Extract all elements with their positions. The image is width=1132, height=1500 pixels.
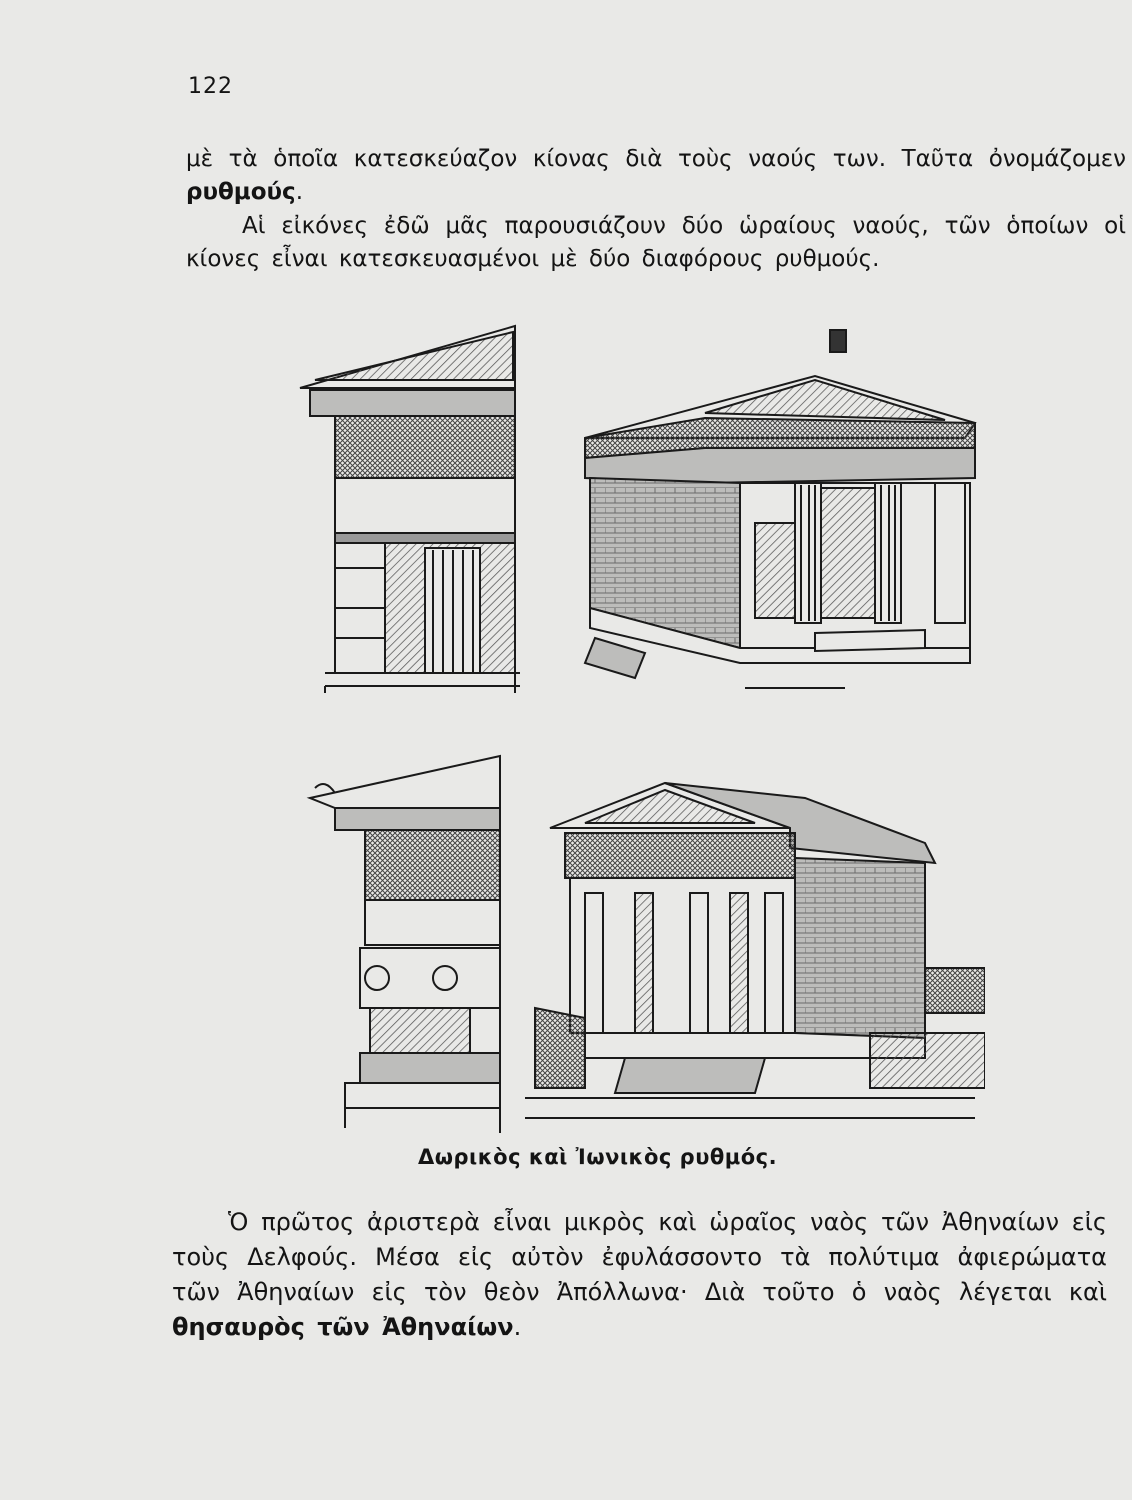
temple-drawing [285,318,985,1158]
doric-temple-drawing [585,330,975,688]
doric-section-drawing [300,326,520,693]
paragraph-treasury [172,1205,1107,1345]
paragraph-images [186,210,1126,276]
temple-illustrations [285,318,985,1158]
page-number: 122 [188,74,233,99]
paragraph-treasury-bold: θησαυρὸς τῶν Ἀθηναίων [172,1313,514,1341]
paragraph-intro [186,143,1126,209]
paragraph-intro-bold: ρυθμούς [186,179,296,205]
paragraph-intro-end: . [295,179,304,205]
paragraph-treasury-end: . [513,1313,522,1341]
figure-caption: Δωρικὸς καὶ Ἰωνικὸς ρυθμός. [418,1145,778,1169]
ionic-temple-drawing [525,783,985,1118]
paragraph-treasury-text: Ὁ πρῶτος ἀριστερὰ εἶναι μικρὸς καὶ ὡραῖος ναὸς τῶν Ἀθηναίων εἰς τοὺς Δελφούς. Μέσα εἰς αὐτὸν ἐφυλάσσοντο τὰ πολύτιμα ἀφιερώματα τῶν Ἀθηναίων εἰς τὸν θεὸν Ἀπόλλωνα· Διὰ τοῦτο ὁ ναὸς λέγεται καὶ [172,1208,1107,1306]
ionic-section-drawing [310,756,500,1133]
paragraph-intro-text: μὲ τὰ ὁποῖα κατεσκεύαζον κίονας διὰ τοὺς ναούς των. Ταῦτα ὀνομάζομεν [186,146,1126,172]
paragraph-images-text: Αἱ εἰκόνες ἐδῶ μᾶς παρουσιάζουν δύο ὡραίους ναούς, τῶν ὁποίων οἱ κίονες εἶναι κατεσκευασμένοι μὲ δύο διαφόρους ρυθμούς. [186,213,1126,272]
